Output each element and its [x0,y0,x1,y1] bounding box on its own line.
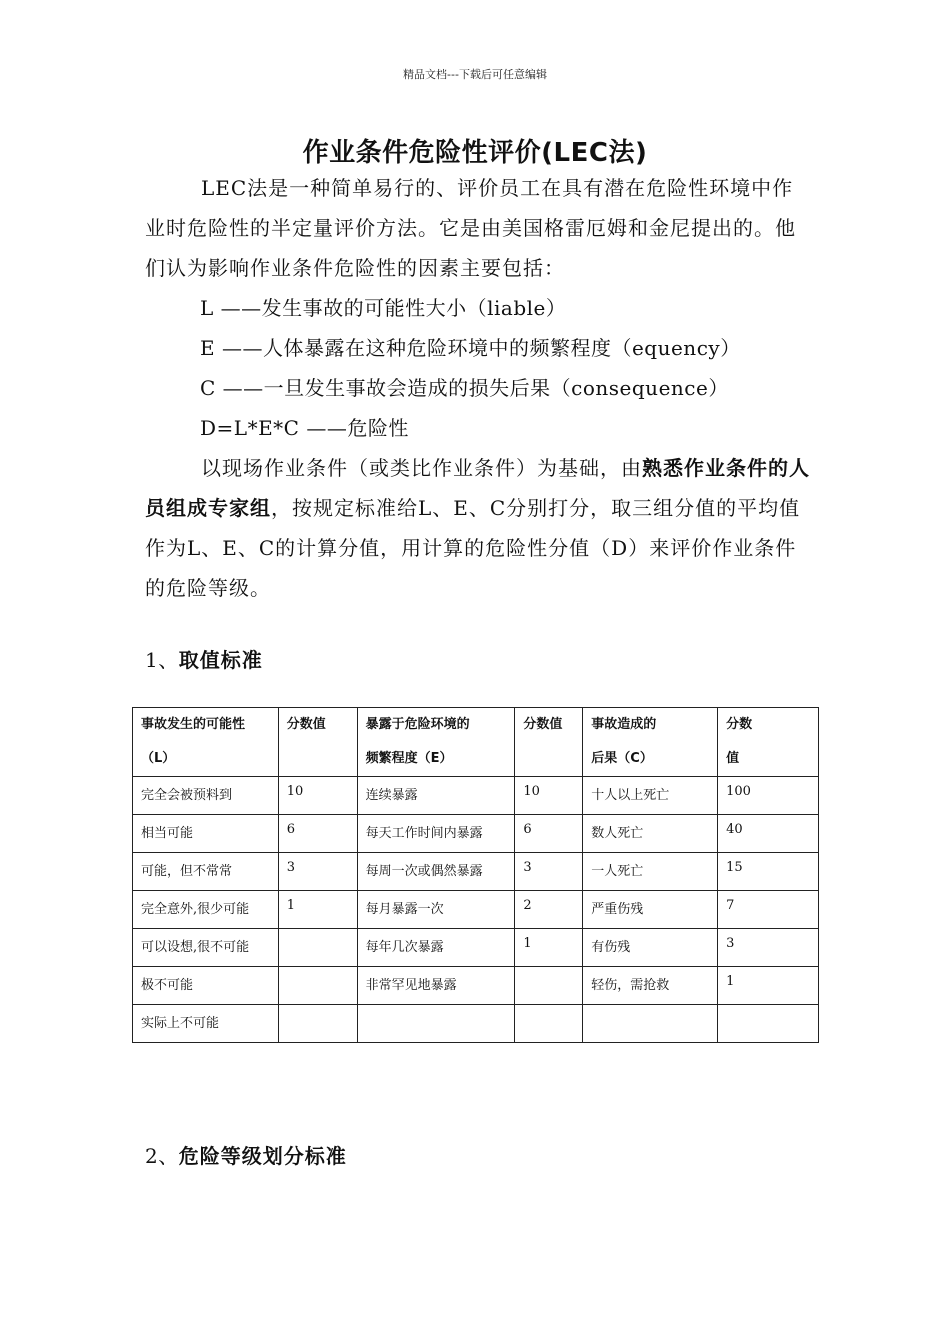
section-2-number: 2、 [145,1144,179,1168]
cell-e-score [515,967,583,1005]
header-l: 事故发生的可能性 （L） [133,708,279,777]
section-2-title: 危险等级划分标准 [178,1144,347,1168]
cell-l-score [278,1005,357,1043]
cell-l: 可以设想,很不可能 [133,929,279,967]
cell-l: 完全会被预料到 [133,777,279,815]
cell-e-score: 2 [515,891,583,929]
cell-l: 完全意外,很少可能 [133,891,279,929]
cell-c: 轻伤，需抢救 [583,967,718,1005]
section-1-title: 取值标准 [178,648,263,672]
cell-c: 严重伤残 [583,891,718,929]
cell-l: 实际上不可能 [133,1005,279,1043]
cell-e: 每年几次暴露 [357,929,515,967]
value-standard-table [132,707,819,1043]
cell-c-score: 15 [718,853,819,891]
cell-c-score: 100 [718,777,819,815]
cell-l-score: 1 [278,891,357,929]
cell-l: 相当可能 [133,815,279,853]
cell-c: 十人以上死亡 [583,777,718,815]
formula: D=L*E*C ——危险性 [200,416,409,440]
header-e: 暴露于危险环境的 频繁程度（E） [357,708,515,777]
cell-e-score: 6 [515,815,583,853]
cell-l-score: 6 [278,815,357,853]
cell-l: 极不可能 [133,967,279,1005]
cell-c-score: 40 [718,815,819,853]
cell-c: 数人死亡 [583,815,718,853]
header-score-3: 分数 值 [718,708,819,777]
section-2-heading [145,1140,347,1169]
cell-l-score: 10 [278,777,357,815]
table-row [133,967,819,1005]
cell-l-score: 3 [278,853,357,891]
section-1-number: 1、 [145,648,179,672]
cell-c [583,1005,718,1043]
cell-e: 非常罕见地暴露 [357,967,515,1005]
section-1-heading [145,644,263,673]
table-row [133,815,819,853]
cell-c-score: 7 [718,891,819,929]
factor-l: L ——发生事故的可能性大小（liable） [200,296,567,320]
table-header-row [133,708,819,777]
cell-l-score [278,967,357,1005]
header-score-2: 分数值 [515,708,583,777]
cell-e: 每周一次或偶然暴露 [357,853,515,891]
table-row [133,891,819,929]
cell-e-score: 3 [515,853,583,891]
cell-e [357,1005,515,1043]
cell-c-score: 1 [718,967,819,1005]
method-text-2: ，按规定标准给L、E、C分别打分，取三组分值的平均值作为L、E、C的计算分值，用计算的危险性分值（D）来评价作业条件的危险等级。 [145,496,801,600]
factor-c: C ——一旦发生事故会造成的损失后果（consequence） [200,376,729,400]
method-text-1: 以现场作业条件（或类比作业条件）为基础，由 [201,456,642,480]
cell-e-score: 1 [515,929,583,967]
intro-paragraph [145,168,810,288]
method-paragraph [145,448,810,608]
factor-e: E ——人体暴露在这种危险环境中的频繁程度（equency） [200,336,741,360]
cell-l: 可能，但不常常 [133,853,279,891]
table-row [133,929,819,967]
cell-e: 连续暴露 [357,777,515,815]
cell-c: 有伤残 [583,929,718,967]
header-score-1: 分数值 [278,708,357,777]
table-row [133,853,819,891]
intro-text: LEC法是一种简单易行的、评价员工在具有潜在危险性环境中作业时危险性的半定量评价方法。它是由美国格雷厄姆和金尼提出的。他们认为影响作业条件危险性的因素主要包括： [145,176,796,280]
cell-e: 每月暴露一次 [357,891,515,929]
page-title: 作业条件危险性评价(LEC法) [302,138,648,168]
header-note: 精品文档---下载后可任意编辑 [403,68,547,81]
header-c: 事故造成的 后果（C） [583,708,718,777]
cell-l-score [278,929,357,967]
cell-e: 每天工作时间内暴露 [357,815,515,853]
cell-c: 一人死亡 [583,853,718,891]
cell-e-score: 10 [515,777,583,815]
table-row [133,777,819,815]
cell-c-score: 3 [718,929,819,967]
table-row [133,1005,819,1043]
cell-c-score [718,1005,819,1043]
cell-e-score [515,1005,583,1043]
method-text-bold: 熟悉作业条件的人员组成专家组 [145,456,810,520]
